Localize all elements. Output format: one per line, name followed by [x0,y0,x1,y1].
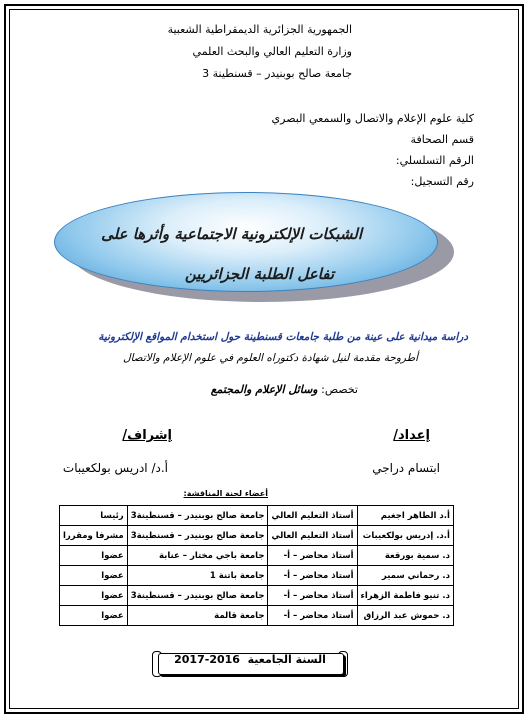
supervision-label: إشراف/ [122,428,172,443]
member-name: د. تنيو فاطمة الزهراء [357,586,453,606]
member-role: رئيسا [60,506,128,526]
academic-year-value: 2016-2017 [174,653,240,666]
member-university: جامعة باجي مختار – عنابة [127,546,268,566]
member-university: جامعة صالح بوبنيدر – قسنطينة3 [127,526,268,546]
title-oval [54,192,444,298]
author-name: ابتسام دراجي [372,461,440,475]
department-name: قسم الصحافة [410,133,474,146]
faculty-name: كلية علوم الإعلام والاتصال والسمعي البصري [271,112,474,125]
member-university: جامعة صالح بوبنيدر – قسنطينة3 [127,506,268,526]
table-row [60,526,454,546]
member-role: مشرفا ومقررا [60,526,128,546]
member-university: جامعة قالمة [127,606,268,626]
academic-year-line [40,653,460,666]
thesis-title-line-1: الشبكات الإلكترونية الاجتماعية وأثرها على [101,225,362,243]
committee-caption: أعضاء لجنة المناقشة: [183,489,268,498]
serial-number-label: الرقم التسلسلي: [395,154,474,167]
specialization-label: تخصص: [321,383,358,396]
header-university: جامعة صالح بوبنيدر – قسنطينة 3 [202,67,352,80]
table-row [60,566,454,586]
supervisor-name: أ.د/ ادريس بولكعيبات [62,461,168,475]
committee-table [59,505,454,626]
specialization-value: وسائل الإعلام والمجتمع [210,383,318,396]
table-row [60,606,454,626]
member-name: د. سمية بورقعة [357,546,453,566]
member-rank: أستاذ التعليم العالي [268,526,357,546]
member-rank: أستاذ محاضر – أ- [268,586,357,606]
table-row [60,586,454,606]
member-name: أ.د الطاهر اجغيم [357,506,453,526]
member-rank: أستاذ محاضر – أ- [268,606,357,626]
thesis-subtitle: دراسة ميدانية على عينة من طلبة جامعات قسنطينة حول استخدام المواقع الإلكترونية [98,331,468,343]
thesis-title-line-2: تفاعل الطلبة الجزائريين [184,265,334,283]
member-rank: أستاذ محاضر – أ- [268,546,357,566]
academic-year-label: السنة الجامعية [247,653,326,666]
member-role: عضوا [60,606,128,626]
member-role: عضوا [60,566,128,586]
table-row [60,546,454,566]
header-ministry: وزارة التعليم العالي والبحث العلمي [192,45,352,58]
member-university: جامعة باتنة 1 [127,566,268,586]
header-republic: الجمهورية الجزائرية الديمقراطية الشعبية [167,23,352,36]
member-role: عضوا [60,546,128,566]
member-rank: أستاذ التعليم العالي [268,506,357,526]
table-row [60,506,454,526]
member-name: أ.د. إدريس بولكعيبات [357,526,453,546]
preparation-label: إعداد/ [393,428,430,443]
member-university: جامعة صالح بوبنيدر – قسنطينة3 [127,586,268,606]
specialization-line [211,383,358,396]
thesis-degree-note: أطروحة مقدمة لنيل شهادة دكتوراه العلوم في علوم الإعلام والاتصال [122,352,418,364]
registration-number-label: رقم التسجيل: [410,175,474,188]
member-name: د. رحماني سمير [357,566,453,586]
member-rank: أستاذ محاضر – أ- [268,566,357,586]
member-role: عضوا [60,586,128,606]
member-name: د. حموش عبد الرزاق [357,606,453,626]
